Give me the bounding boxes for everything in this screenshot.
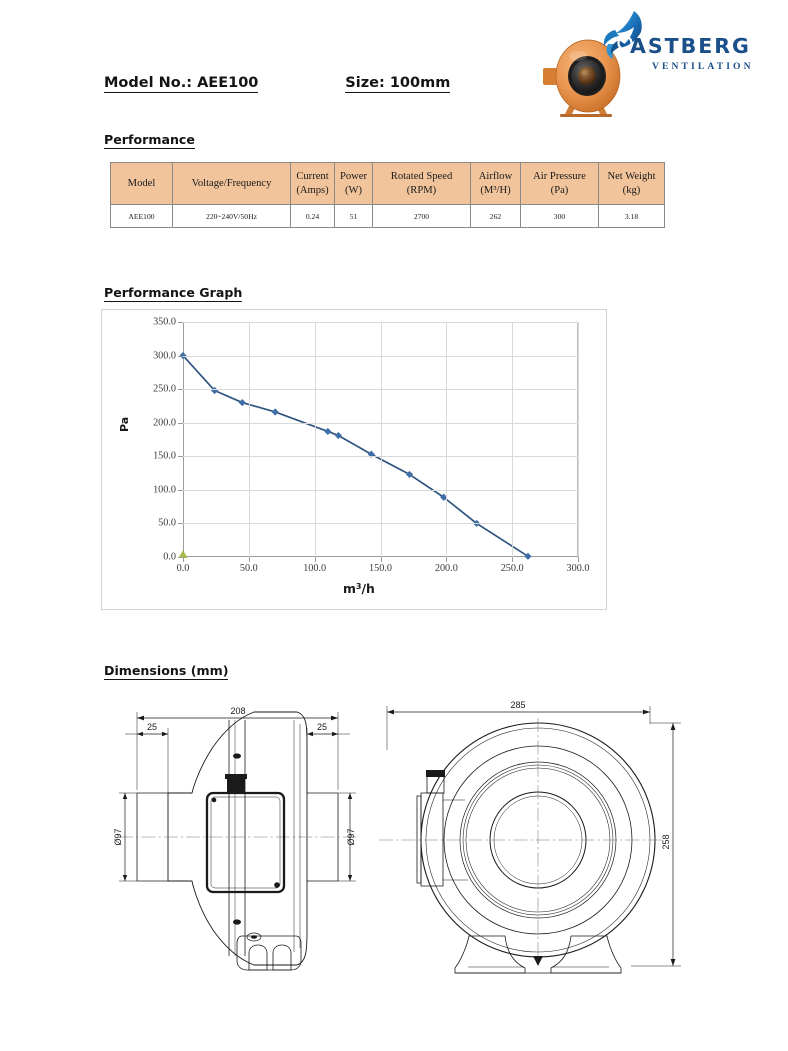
- col-header-airflow: Airflow (M³/H): [471, 163, 521, 205]
- x-tick-mark: [381, 557, 382, 562]
- y-tick-label: 100.0: [153, 484, 176, 496]
- front-view-drawing: [373, 690, 693, 985]
- chart-data-point: [335, 432, 342, 439]
- dim-side-left-diameter: Ø97: [113, 828, 123, 846]
- x-tick-mark: [315, 557, 316, 562]
- x-tick-mark: [512, 557, 513, 562]
- size-label: Size: 100mm: [345, 75, 451, 91]
- x-tick-mark: [183, 557, 184, 562]
- table-row: [111, 205, 665, 228]
- col-header-current: Current (Amps): [291, 163, 335, 205]
- side-view-drawing: [101, 690, 376, 985]
- col-header-rotated-speed: Rotated Speed (RPM): [373, 163, 471, 205]
- chart-y-axis-label: Pa: [118, 416, 131, 432]
- chart-gridline-v: [381, 322, 382, 557]
- performance-table: [110, 162, 665, 228]
- y-tick-mark: [178, 456, 183, 457]
- model-number-label: Model No.: AEE100: [104, 75, 259, 91]
- model-size-line: [104, 74, 450, 92]
- dim-side-right-diameter: Ø97: [346, 828, 356, 846]
- section-heading-dimensions: Dimensions (mm): [104, 663, 229, 678]
- y-tick-label: 250.0: [153, 383, 176, 395]
- x-tick-label: 300.0: [566, 563, 590, 574]
- cell-voltage-frequency: 220~240V/50Hz: [173, 205, 291, 228]
- cell-power: 51: [335, 205, 373, 228]
- y-tick-mark: [178, 490, 183, 491]
- y-tick-label: 0.0: [163, 551, 176, 563]
- cell-model: AEE100: [111, 205, 173, 228]
- chart-data-point: [324, 428, 331, 435]
- logo-tagline: VENTILATION: [652, 60, 754, 72]
- x-tick-label: 50.0: [239, 563, 258, 574]
- y-tick-label: 50.0: [158, 517, 176, 529]
- chart-gridline-v: [512, 322, 513, 557]
- col-header-air-pressure: Air Pressure (Pa): [521, 163, 599, 205]
- chart-gridline-v: [446, 322, 447, 557]
- y-tick-label: 350.0: [153, 316, 176, 328]
- dim-side-left-flange: 25: [146, 722, 158, 732]
- chart-gridline-v: [315, 322, 316, 557]
- page-header: [0, 0, 788, 130]
- col-header-model: Model: [111, 163, 173, 205]
- cell-air-pressure: 300: [521, 205, 599, 228]
- cell-current: 0.24: [291, 205, 335, 228]
- y-tick-mark: [178, 322, 183, 323]
- dim-front-overall-height: 258: [661, 834, 671, 850]
- section-heading-performance: Performance: [104, 132, 195, 147]
- chart-data-point: [272, 408, 279, 415]
- x-tick-label: 0.0: [176, 563, 190, 574]
- logo-name: ASTBERG: [630, 34, 751, 58]
- section-heading-performance-graph: Performance Graph: [104, 285, 243, 300]
- x-tick-label: 100.0: [303, 563, 327, 574]
- brand-logo: [540, 8, 770, 120]
- y-tick-mark: [178, 523, 183, 524]
- y-tick-label: 150.0: [153, 450, 176, 462]
- dimension-drawings: [101, 690, 701, 990]
- x-tick-label: 150.0: [369, 563, 392, 574]
- y-tick-mark: [178, 356, 183, 357]
- chart-gridline-v: [578, 322, 579, 557]
- dim-front-overall-width: 285: [510, 700, 526, 710]
- col-header-voltage-frequency: Voltage/Frequency: [173, 163, 291, 205]
- dim-side-overall-width: 208: [230, 706, 246, 716]
- y-tick-mark: [178, 423, 183, 424]
- x-tick-mark: [578, 557, 579, 562]
- x-tick-mark: [249, 557, 250, 562]
- y-tick-label: 300.0: [153, 350, 176, 362]
- y-tick-label: 200.0: [153, 417, 176, 429]
- chart-gridline-v: [249, 322, 250, 557]
- col-header-power: Power (W): [335, 163, 373, 205]
- cell-rotated-speed: 2700: [373, 205, 471, 228]
- chart-x-axis-label: $m^3/h$: [343, 581, 375, 596]
- logo-wordmark: [618, 36, 770, 72]
- y-tick-mark: [178, 389, 183, 390]
- x-tick-label: 200.0: [434, 563, 458, 574]
- dim-side-right-flange: 25: [316, 722, 328, 732]
- x-tick-label: 250.0: [500, 563, 524, 574]
- cell-airflow: 262: [471, 205, 521, 228]
- col-header-net-weight: Net Weight (kg): [599, 163, 665, 205]
- chart-data-point: [239, 399, 246, 406]
- table-header-row: [111, 163, 665, 205]
- performance-chart-plot: [153, 316, 590, 574]
- cell-net-weight: 3.18: [599, 205, 665, 228]
- x-tick-mark: [446, 557, 447, 562]
